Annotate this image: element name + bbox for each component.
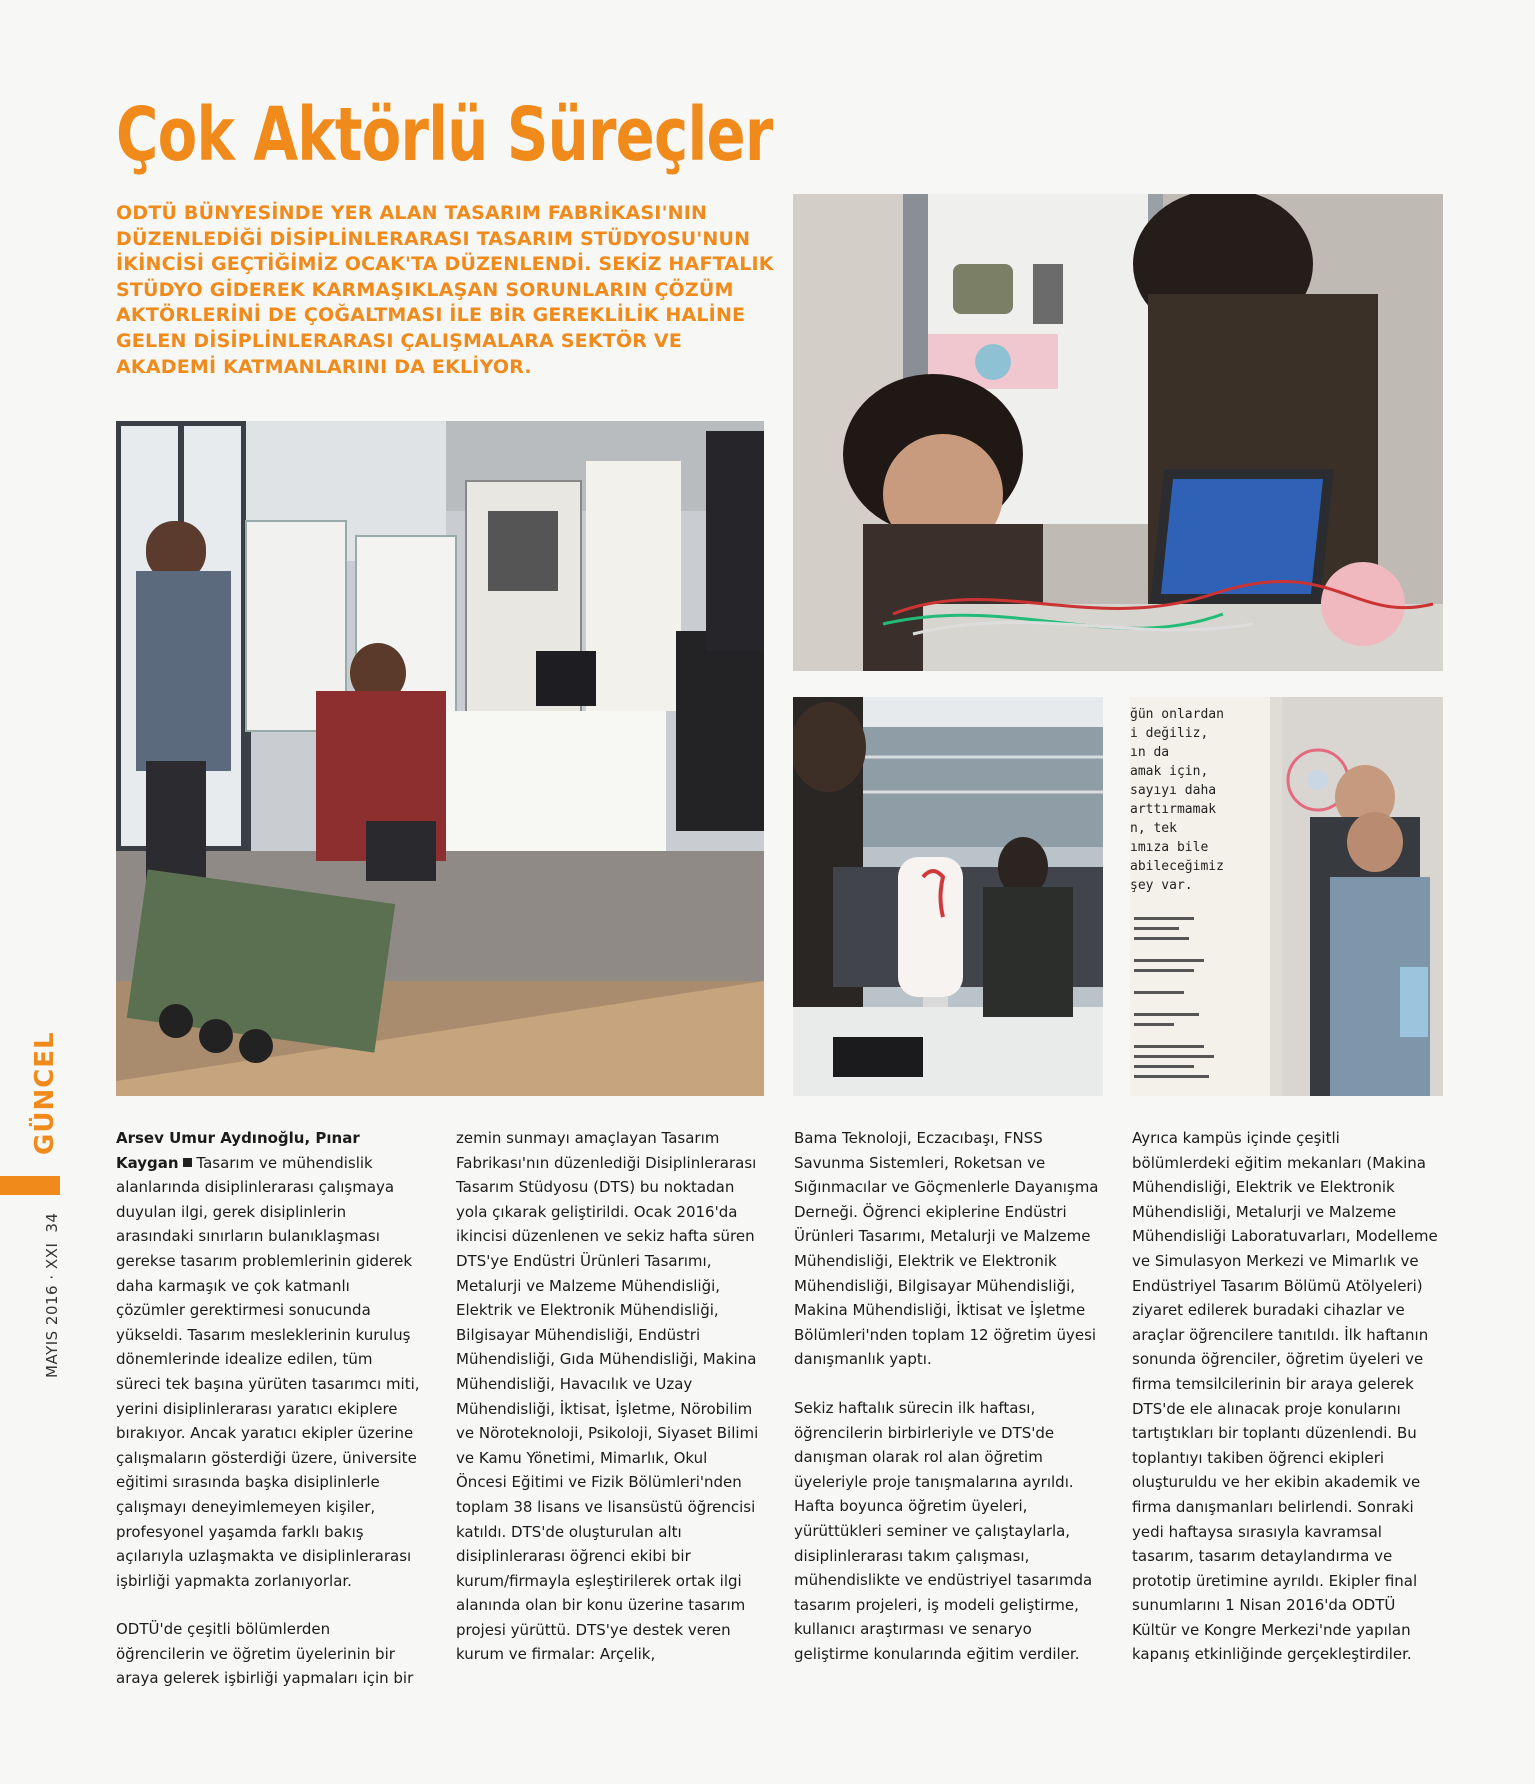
photo-electronics-team-image [793, 194, 1443, 671]
poster-line: ımıza bile [1130, 840, 1209, 855]
article-lead: ODTÜ BÜNYESİNDE YER ALAN TASARIM FABRİKASI'NIN DÜZENLEDİĞİ DİSİPLİNLERARASI TASARIM STÜDYOSU'NUN İKİNCİSİ GEÇTİĞİMİZ OCAK'TA DÜZENLENDİ. SEKİZ HAFTALIK STÜDYO GİDEREK KARMAŞIKLAŞAN SORUNLARIN ÇÖZÜM AKTÖRLERİNİ DE ÇOĞALTMASI İLE BİR GEREKLİLİK HALİNE GELEN DİSİPLİNLERARASI ÇALIŞMALARA SEKTÖR VE AKADEMİ KATMANLARINI DA EKLİYOR. [116, 202, 774, 378]
page-folio [43, 1213, 61, 1378]
poster-line: ğün onlardan [1130, 707, 1224, 722]
photo-electronics-team [793, 194, 1443, 671]
photo-poster-visitors [1130, 697, 1443, 1096]
section-label: GÜNCEL [30, 1031, 60, 1155]
body-paragraph: Ayrıca kampüs içinde çeşitli bölümlerdeki eğitim mekanları (Makina Mühendisliği, Elektrik ve Elektronik Mühendisliği, Metalurji ve Malzeme Mühendisliği Laboratuvarları, Modelleme ve Simulasyon Merkezi ve Mimarlık ve Endüstriyel Tasarım Bölümü Atölyeleri) ziyaret edilerek buradaki cihazlar ve araçlar öğrencilere tanıtıldı. İlk haftanın sonunda öğrenciler, öğretim üyeleri ve firma temsilcilerinin bir araya gelerek DTS'de ele alınacak proje konularını tartıştıkları bir toplantı düzenlendi. Bu toplantıyı takiben öğrenci ekipleri oluşturuldu ve her ekibin akademik ve firma danışmanları belirlendi. Sonraki yedi haftaysa sırasıyla kavramsal tasarım, tasarım detaylandırma ve prototip üretimine ayrıldı. Ekipler final sunumlarını 1 Nisan 2016'da ODTÜ Kültür ve Kongre Merkezi'nde yapılan kapanış etkinliğinde gerçekleştirdiler. [1132, 1129, 1438, 1664]
body-paragraph: Bama Teknoloji, Eczacıbaşı, FNSS Savunma Sistemleri, Roketsan ve Sığınmacılar ve Göçmenlerle Dayanışma Derneği. Öğrenci ekiplerine Endüstri Ürünleri Tasarımı, Metalurji ve Malzeme Mühendisliği, Elektrik ve Elektronik Mühendisliği, Bilgisayar Mühendisliği, Makina Mühendisliği, İktisat ve İşletme Bölümleri'nden toplam 12 öğretim üyesi danışmanlık yaptı. [794, 1129, 1099, 1369]
poster-line: i değiliz, [1130, 726, 1209, 741]
photo-poster-visitors-image [1130, 697, 1443, 1096]
poster-line: sayıyı daha [1130, 783, 1217, 798]
photo-exhibition-robot [116, 421, 764, 1096]
poster-line: arttırmamak [1130, 802, 1217, 817]
byline-square-icon [183, 1158, 192, 1167]
section-accent-bar [0, 1176, 60, 1195]
poster-line: şey var. [1130, 878, 1193, 893]
body-text: Tasarım ve mühendislik alanlarında disiplinlerarası çalışmaya duyulan ilgi, gerek disiplinlerin arasındaki sınırların bulanıklaşması gerekse tasarım problemlerinin giderek daha karmaşık ve çok katmanlı çözümler gerektirmesi sonucunda yükseldi. Tasarım mesleklerinin kuruluş dönemlerinde idealize edilen, tüm süreci tek başına yürüten tasarımcı miti, yerini disiplinlerarası yaratıcı ekiplere bırakıyor. Ancak yaratıcı ekipler üzerine çalışmaların gösterdiği üzere, üniversite eğitimi sırasında başka disiplinlerle çalışmayı deneyimlemeyen kişiler, profesyonel yaşamda farklı bakış açılarıyla uzlaşmakta ve disiplinlerarası işbirliği yapmakta zorlanıyorlar. [116, 1153, 420, 1590]
poster-line: n, tek [1130, 821, 1177, 836]
body-paragraph: ODTÜ'de çeşitli bölümlerden öğrencilerin ve öğretim üyelerinin bir araya gelerek işbirliği yapmaları için bir [116, 1620, 414, 1688]
page-number: 34 [43, 1212, 61, 1233]
body-column-1 [116, 1126, 422, 1715]
body-column-4 [1132, 1126, 1438, 1691]
body-column-3 [794, 1126, 1100, 1690]
body-column-2 [456, 1126, 762, 1691]
article-title: Çok Aktörlü Süreçler [116, 92, 773, 178]
body-paragraph: zemin sunmayı amaçlayan Tasarım Fabrikası'nın düzenlediği Disiplinlerarası Tasarım Stüdyosu (DTS) bu noktadan yola çıkarak geliştirildi. Ocak 2016'da ikincisi düzenlenen ve sekiz hafta süren DTS'ye Endüstri Ürünleri Tasarımı, Metalurji ve Malzeme Mühendisliği, Elektrik ve Elektronik Mühendisliği, Bilgisayar Mühendisliği, Endüstri Mühendisliği, Gıda Mühendisliği, Makina Mühendisliği, Havacılık ve Uzay Mühendisliği, İktisat, İşletme, Nörobilim ve Nöroteknoloji, Psikoloji, Siyaset Bilimi ve Kamu Yönetimi, Mimarlık, Okul Öncesi Eğitimi ve Fizik Bölümleri'nden toplam 38 lisans ve lisansüstü öğrencisi katıldı. DTS'de oluşturulan altı disiplinlerarası öğrenci ekibi bir kurum/firmayla eşleştirilerek ortak ilgi alanında olan bir konu üzerine tasarım projesi yürüttü. DTS'ye destek veren kurum ve firmalar: Arçelik, [456, 1129, 759, 1664]
photo-cylinder-display [793, 697, 1103, 1096]
issue-label: MAYIS 2016 · XXI [43, 1242, 61, 1378]
photo-cylinder-display-image [793, 697, 1103, 1096]
body-paragraph [116, 1126, 422, 1593]
article-authors: Arsev Umur Aydınoğlu, Pınar Kaygan [116, 1129, 360, 1172]
photo-exhibition-robot-image [116, 421, 764, 1096]
poster-line: ın da [1130, 745, 1170, 760]
poster-line: abileceğimiz [1130, 859, 1224, 874]
poster-line: amak için, [1130, 764, 1209, 779]
body-paragraph: Sekiz haftalık sürecin ilk haftası, öğrencilerin birbirleriyle ve DTS'de danışman olarak rol alan öğretim üyeleriyle proje tanışmalarına ayrıldı. Hafta boyunca öğretim üyeleri, yürüttükleri seminer ve çalıştaylarla, disiplinlerarası takım çalışması, mühendislikte ve endüstriyel tasarımda tasarım projeleri, iş modeli geliştirme, kullanıcı araştırması ve senaryo geliştirme konularında eğitim verdiler. [794, 1398, 1093, 1663]
